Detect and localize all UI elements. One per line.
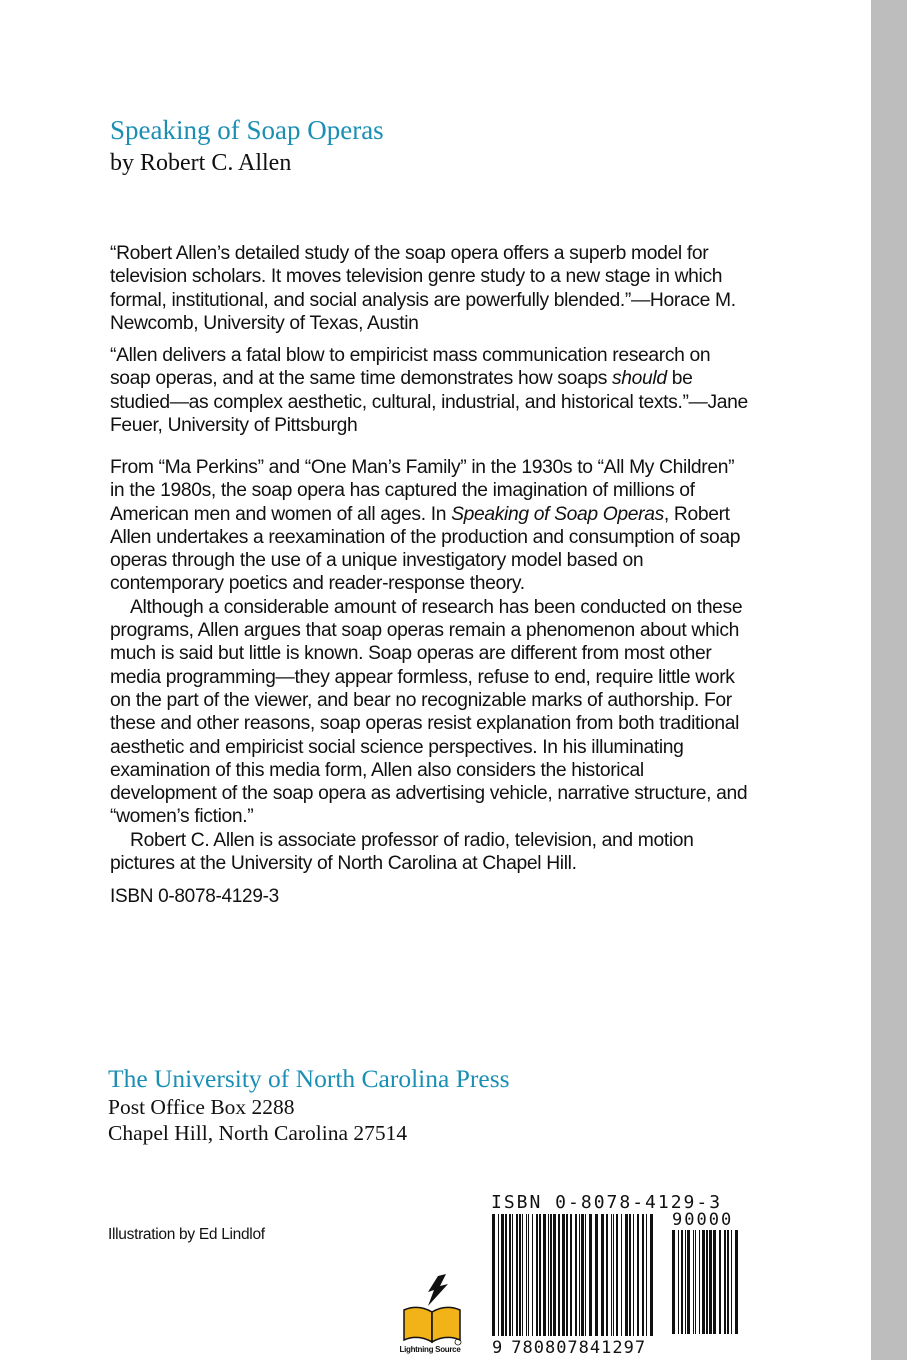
barcode-bar [498,1214,499,1336]
barcode-bar [519,1214,521,1336]
barcode-bar [558,1214,560,1336]
author-bio: Robert C. Allen is associate professor of radio, television, and motion pictures at the University of North Carolina at Chapel Hill. [110,829,694,875]
open-book-icon [404,1307,432,1342]
barcode-bar [595,1214,598,1336]
ean13-bars [492,1214,653,1336]
barcode-bar [539,1214,541,1336]
barcode-bar [581,1214,584,1336]
barcode-bar [625,1214,628,1336]
barcode-bar [633,1214,634,1336]
barcode-bar [601,1214,604,1336]
barcode-bar [528,1214,529,1336]
quote-part: be studied—as complex aesthetic, cultural, industrial, and historical texts.”—Jane Feuer, University of Pittsburgh [110,368,748,436]
barcode-bar [536,1214,538,1336]
barcode-bar [642,1214,644,1336]
review-quote-newcomb [110,242,750,335]
publisher-address [108,1094,407,1146]
barcode-bar [492,1214,495,1336]
barcode-bar [735,1230,738,1334]
barcode-price-code: 90000 [672,1210,734,1230]
address-line: Chapel Hill, North Carolina 27514 [108,1121,408,1145]
barcode-bar [526,1214,527,1336]
barcode-bar [543,1214,546,1336]
barcode-bar [685,1230,686,1334]
barcode-bar [611,1214,612,1336]
barcode-bar [579,1214,580,1336]
publisher-name: The University of North Carolina Press [108,1064,510,1093]
barcode-bar [672,1230,675,1334]
review-quote-feuer [110,344,750,437]
barcode-bar [516,1214,518,1336]
barcode-bar [550,1214,552,1336]
barcode-number: 780807841297 [511,1338,647,1358]
description-title-italic: Speaking of Soap Operas [451,503,664,525]
barcode-bar [713,1230,716,1334]
logo-label: Lightning Source [399,1345,461,1354]
barcode-isbn-label: ISBN 0-8078-4129-3 [491,1192,723,1213]
barcode-bar [687,1230,690,1334]
barcode-bar [629,1214,631,1336]
barcode-bar [532,1214,533,1336]
barcode-bar [709,1230,712,1334]
book-description [110,456,750,875]
lightning-bolt-icon [428,1274,448,1306]
isbn-line: ISBN 0-8078-4129-3 [110,886,279,907]
description-text: From “Ma Perkins” and “One Man’s Family” in the 1930s to “All My Children” in the 1980s, the soap opera has captured the imagination of millions of American men and women of all ages. In [110,457,735,525]
quote-text [110,344,750,437]
barcode-bar [585,1214,586,1336]
barcode-bar [548,1214,549,1336]
barcode-bar [562,1214,565,1336]
barcode-bar [727,1230,729,1334]
description-text: , Robert Allen undertakes a reexamination of the production and consumption of soap operas through the use of a unique investigatory model based on contemporary poetics and reader-response theory. [110,503,741,595]
barcode-bar [621,1214,622,1336]
barcode-bar [646,1214,647,1336]
barcode-bar [650,1214,653,1336]
address-line: Post Office Box 2288 [108,1095,295,1119]
spine-edge [871,0,907,1360]
barcode-bar [637,1214,639,1336]
description-paragraph: Although a considerable amount of research has been conducted on these programs, Allen argues that soap operas remain a phenomenon about which much is said but little is known. Soap operas are different from most other media programming—they appear formless, refuse to end, require little work on the part of the viewer, and bear no recognizable marks of authorship. For these and other reasons, soap operas resist explanation from both traditional aesthetic and empiricist social science perspectives. In his illuminating examination of this media form, Allen also considers the historical development of the soap opera as advertising vehicle, narrative structure, and “women’s fiction.” [110,596,748,828]
barcode-bar [719,1230,721,1334]
barcode-bar [731,1230,732,1334]
barcode-bar [501,1214,504,1336]
quote-emphasis: should [612,368,667,390]
quote-part: “Allen delivers a fatal blow to empiricist mass communication research on soap operas, and at the same time demonstrates how soaps [110,345,711,390]
barcode-bar [724,1230,726,1334]
barcode-bar [575,1214,577,1336]
barcode-bar [509,1214,511,1336]
barcode-bar [566,1214,568,1336]
barcode-bar [522,1214,523,1336]
barcode-bar [699,1230,700,1334]
barcode-bar [512,1214,513,1336]
book-title: Speaking of Soap Operas [110,115,384,145]
barcode-bar [616,1214,618,1336]
book-byline: by Robert C. Allen [110,150,292,176]
barcode-bar [681,1230,683,1334]
quote-text: “Robert Allen’s detailed study of the soap opera offers a superb model for television scholars. It moves television genre study to a new stage in which formal, institutional, and social analysis are powerfully blended.”—Horace M. Newcomb, University of Texas, Austin [110,243,736,334]
illustration-credit: Illustration by Ed Lindlof [108,1226,265,1243]
addon-bars [672,1230,738,1334]
barcode-bar [706,1230,708,1334]
barcode-bar [613,1214,614,1336]
barcode [486,1214,746,1338]
barcode-bar [553,1214,556,1336]
barcode-bar [693,1230,694,1334]
barcode-bar [678,1230,679,1334]
barcode-bar [505,1214,507,1336]
barcode-bar [570,1214,572,1336]
description-paragraph [110,456,750,596]
barcode-bar [606,1214,608,1336]
barcode-lead-digit: 9 [492,1338,504,1358]
barcode-bar [695,1230,696,1334]
barcode-bar [702,1230,705,1334]
barcode-digits [492,1338,646,1358]
barcode-bar [589,1214,592,1336]
